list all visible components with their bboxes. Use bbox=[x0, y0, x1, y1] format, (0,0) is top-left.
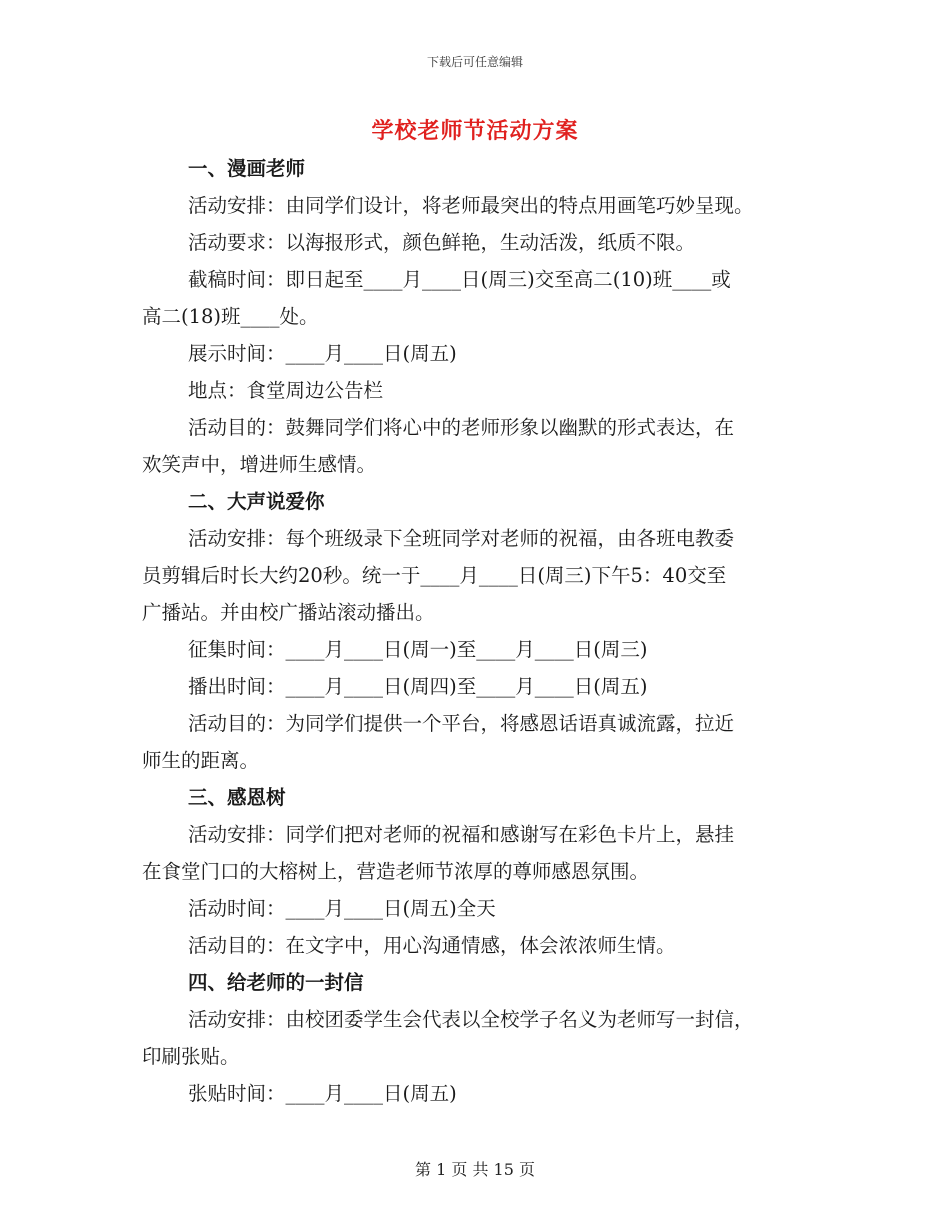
paragraph-line: 活动目的：为同学们提供一个平台，将感恩话语真诚流露，拉近 bbox=[188, 712, 735, 735]
paragraph-line: 活动安排：由同学们设计，将老师最突出的特点用画笔巧妙呈现。 bbox=[188, 194, 754, 217]
paragraph-line: 广播站。并由校广播站滚动播出。 bbox=[142, 601, 435, 624]
paragraph-line: 活动安排：由校团委学生会代表以全校学子名义为老师写一封信， bbox=[188, 1008, 754, 1031]
paragraph-line: 师生的距离。 bbox=[142, 749, 260, 772]
document-body bbox=[142, 150, 802, 1112]
section-heading-1: 一、漫画老师 bbox=[188, 157, 306, 180]
paragraph-line: 活动目的：在文字中，用心沟通情感，体会浓浓师生情。 bbox=[188, 934, 676, 957]
paragraph-line: 地点：食堂周边公告栏 bbox=[188, 379, 384, 402]
paragraph-line: 高二(18)班____处。 bbox=[142, 305, 319, 328]
paragraph-line: 征集时间：____月____日(周一)至____月____日(周三) bbox=[188, 638, 648, 661]
paragraph-line: 活动时间：____月____日(周五)全天 bbox=[188, 897, 496, 920]
paragraph-line: 截稿时间：即日起至____月____日(周三)交至高二(10)班____或 bbox=[188, 268, 731, 291]
paragraph-line: 印刷张贴。 bbox=[142, 1045, 240, 1068]
document-title: 学校老师节活动方案 bbox=[371, 118, 579, 144]
paragraph-line: 活动安排：每个班级录下全班同学对老师的祝福，由各班电教委 bbox=[188, 527, 735, 550]
paragraph-line: 活动目的：鼓舞同学们将心中的老师形象以幽默的形式表达，在 bbox=[188, 416, 735, 439]
paragraph-line: 播出时间：____月____日(周四)至____月____日(周五) bbox=[188, 675, 648, 698]
page-header: 下载后可任意编辑 bbox=[426, 55, 523, 69]
paragraph-line: 活动安排：同学们把对老师的祝福和感谢写在彩色卡片上，悬挂 bbox=[188, 823, 735, 846]
paragraph-line: 展示时间：____月____日(周五) bbox=[188, 342, 457, 365]
section-heading-4: 四、给老师的一封信 bbox=[188, 971, 364, 994]
paragraph-line: 在食堂门口的大榕树上，营造老师节浓厚的尊师感恩氛围。 bbox=[142, 860, 650, 883]
page-footer: 第 1 页 共 15 页 bbox=[415, 1160, 535, 1179]
paragraph-line: 张贴时间：____月____日(周五) bbox=[188, 1082, 457, 1105]
section-heading-3: 三、感恩树 bbox=[188, 786, 286, 809]
section-heading-2: 二、大声说爱你 bbox=[188, 490, 325, 513]
paragraph-line: 活动要求：以海报形式，颜色鲜艳，生动活泼，纸质不限。 bbox=[188, 231, 696, 254]
paragraph-line: 员剪辑后时长大约20秒。统一于____月____日(周三)下午5：40交至 bbox=[142, 564, 727, 587]
paragraph-line: 欢笑声中，增进师生感情。 bbox=[142, 453, 377, 476]
